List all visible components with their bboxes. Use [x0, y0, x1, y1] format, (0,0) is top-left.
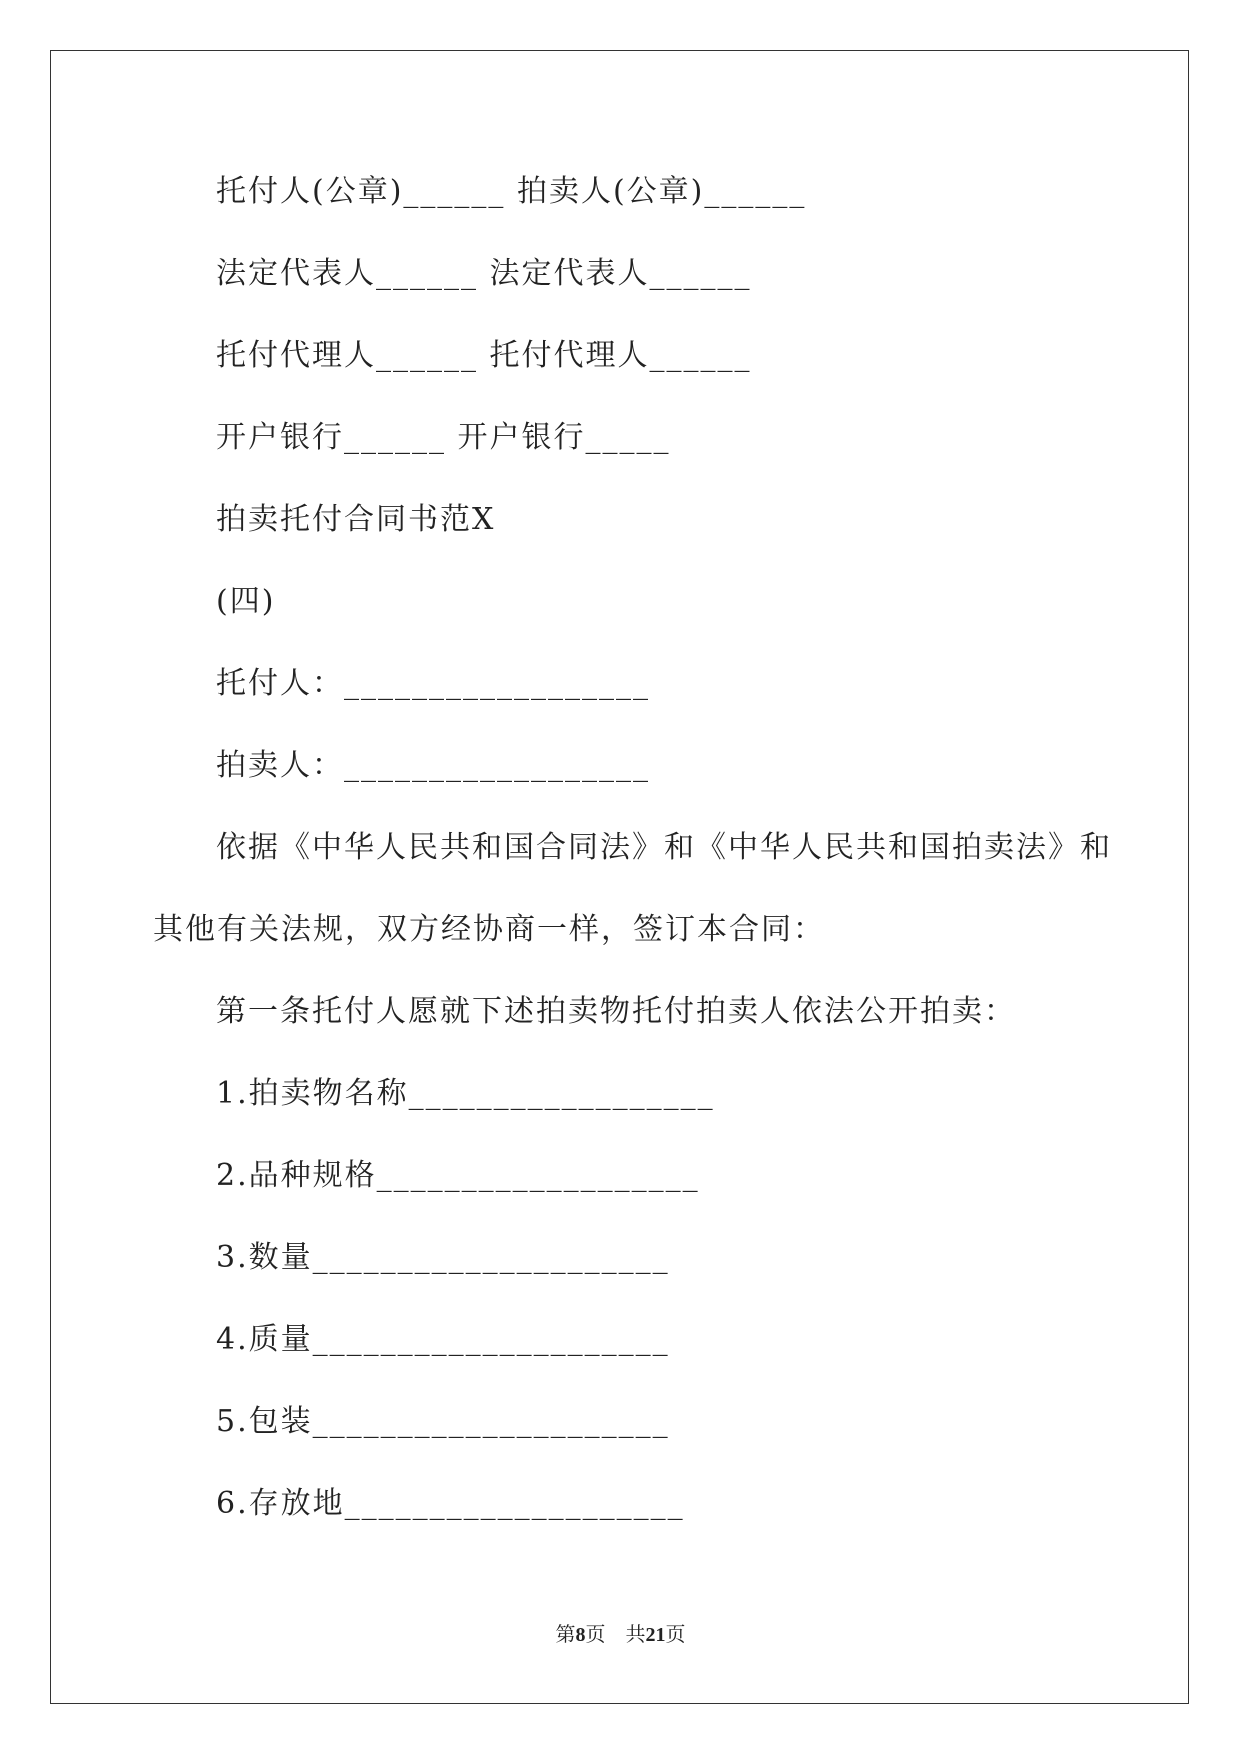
paragraph-preamble-line-2: 其他有关法规，双方经协商一样，签订本合同： — [153, 912, 825, 947]
page-border — [50, 50, 1189, 1704]
bank-line: 开户银行______ 开户银行_____ — [216, 420, 671, 455]
footer-total-pages: 21 — [645, 1624, 666, 1646]
page-footer — [0, 1622, 1241, 1648]
agent-line: 托付代理人______ 托付代理人______ — [216, 338, 752, 373]
item-spec-field: 2.品种规格___________________ — [216, 1158, 700, 1193]
footer-suffix: 页 — [665, 1624, 686, 1646]
item-quality-field: 4.质量_____________________ — [216, 1322, 670, 1357]
legal-representative-line: 法定代表人______ 法定代表人______ — [216, 256, 752, 291]
footer-middle: 页 共 — [585, 1624, 646, 1646]
auctioneer-field: 拍卖人：__________________ — [216, 748, 650, 783]
section-heading: 拍卖托付合同书范X — [216, 502, 496, 537]
signature-seal-line: 托付人(公章)______ 拍卖人(公章)______ — [216, 174, 807, 209]
paragraph-preamble-line-1: 依据《中华人民共和国合同法》和《中华人民共和国拍卖法》和 — [216, 830, 1112, 865]
section-number: (四) — [216, 584, 276, 619]
item-quantity-field: 3.数量_____________________ — [216, 1240, 670, 1275]
article-one: 第一条托付人愿就下述拍卖物托付拍卖人依法公开拍卖： — [216, 994, 1016, 1029]
item-packaging-field: 5.包装_____________________ — [216, 1404, 670, 1439]
item-storage-field: 6.存放地____________________ — [216, 1486, 685, 1521]
footer-page-number: 8 — [575, 1624, 586, 1646]
consignor-field: 托付人：__________________ — [216, 666, 650, 701]
footer-prefix: 第 — [555, 1624, 576, 1646]
item-name-field: 1.拍卖物名称__________________ — [216, 1076, 715, 1111]
